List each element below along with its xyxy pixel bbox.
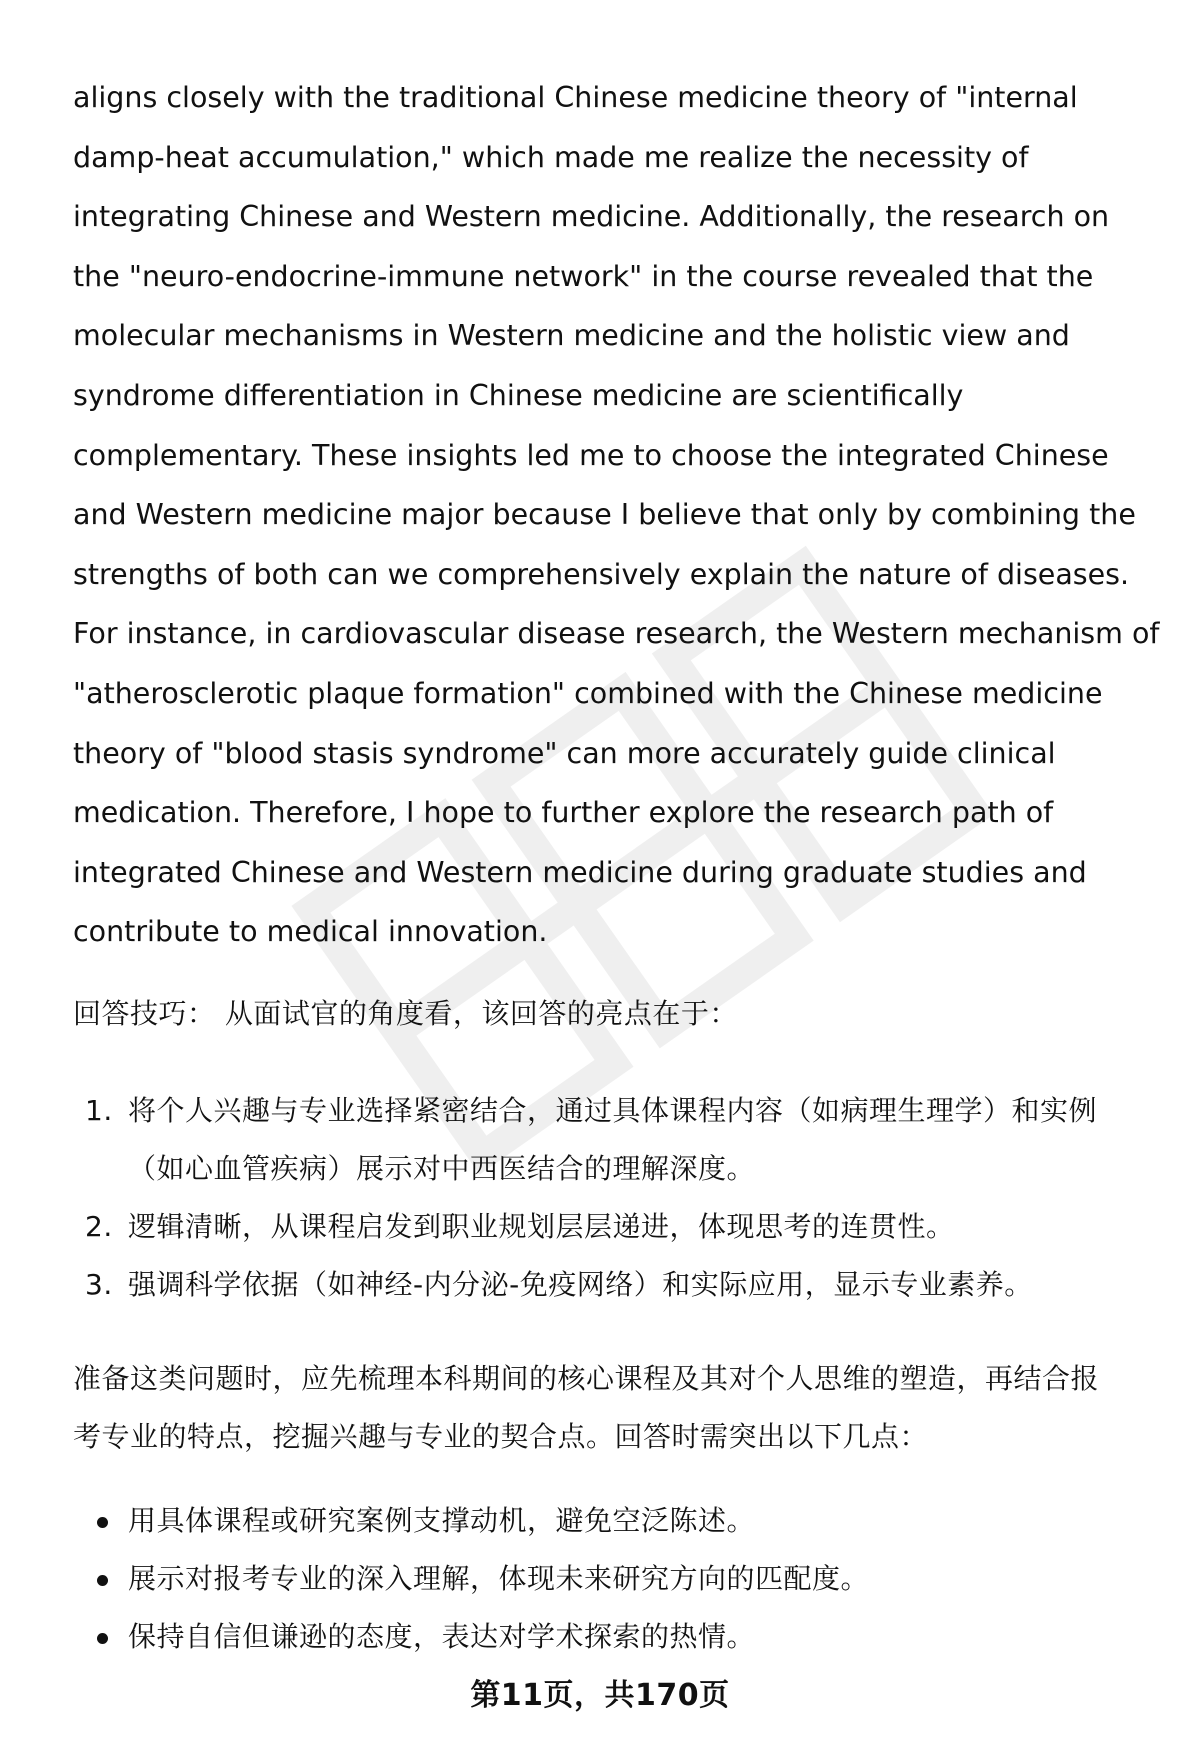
preparation-line: 准备这类问题时，应先梳理本科期间的核心课程及其对个人思维的塑造，再结合报 [73,1362,1100,1395]
list-item-text: 保持自信但谦逊的态度，表达对学术探索的热情。 [128,1620,756,1653]
list-item [73,1550,1153,1608]
essay-line: damp-heat accumulation," which made me realize the necessity of [73,140,1029,174]
list-item [73,1198,1153,1256]
bullet-icon [97,1575,108,1586]
list-item-number: 1. [85,1094,113,1127]
preparation-line: 考专业的特点，挖掘兴趣与专业的契合点。回答时需突出以下几点： [73,1420,929,1453]
answer-tips-heading: 回答技巧： 从面试官的角度看，该回答的亮点在于： [73,997,738,1030]
page-number-footer: 第11页，共170页 [470,1678,730,1713]
list-item [73,1256,1153,1314]
list-item-text: 强调科学依据（如神经-内分泌-免疫网络）和实际应用，显示专业素养。 [128,1268,1033,1301]
essay-line: the "neuro-endocrine-immune network" in the course revealed that the [73,259,1094,293]
list-item-text: 展示对报考专业的深入理解，体现未来研究方向的匹配度。 [128,1562,870,1595]
essay-line: aligns closely with the traditional Chinese medicine theory of "internal [73,81,1078,114]
essay-line: and Western medicine major because I believe that only by combining the [73,498,1136,532]
list-item-text: 将个人兴趣与专业选择紧密结合，通过具体课程内容（如病理生理学）和实例 [128,1094,1098,1127]
bullet-icon [97,1517,108,1528]
list-item [73,1082,1153,1198]
essay-line: "atherosclerotic plaque formation" combined with the Chinese medicine [73,676,1103,710]
essay-line: medication. Therefore, I hope to further explore the research path of [73,796,1054,830]
list-item-text: （如心血管疾病）展示对中西医结合的理解深度。 [128,1152,756,1185]
essay-paragraph [73,68,1160,962]
essay-line: syndrome differentiation in Chinese medicine are scientifically [73,378,964,412]
list-item [73,1492,1153,1550]
essay-line: For instance, in cardiovascular disease research, the Western mechanism of [73,617,1160,651]
list-item-number: 2. [85,1210,113,1243]
essay-line: contribute to medical innovation. [73,915,548,949]
highlights-list [73,1082,1153,1314]
list-item-number: 3. [85,1268,113,1301]
list-item-text: 用具体课程或研究案例支撑动机，避免空泛陈述。 [128,1504,756,1537]
bullet-icon [97,1633,108,1644]
essay-line: complementary. These insights led me to choose the integrated Chinese [73,438,1109,472]
essay-line: theory of "blood stasis syndrome" can more accurately guide clinical [73,736,1056,770]
essay-line: integrated Chinese and Western medicine during graduate studies and [73,855,1087,889]
essay-line: strengths of both can we comprehensively explain the nature of diseases. [73,557,1130,591]
preparation-paragraph [73,1350,1153,1466]
key-points-list [73,1492,1153,1666]
list-item-text: 逻辑清晰，从课程启发到职业规划层层递进，体现思考的连贯性。 [128,1210,955,1243]
essay-line: integrating Chinese and Western medicine. Additionally, the research on [73,200,1110,234]
list-item [73,1608,1153,1666]
essay-line: molecular mechanisms in Western medicine and the holistic view and [73,319,1070,353]
